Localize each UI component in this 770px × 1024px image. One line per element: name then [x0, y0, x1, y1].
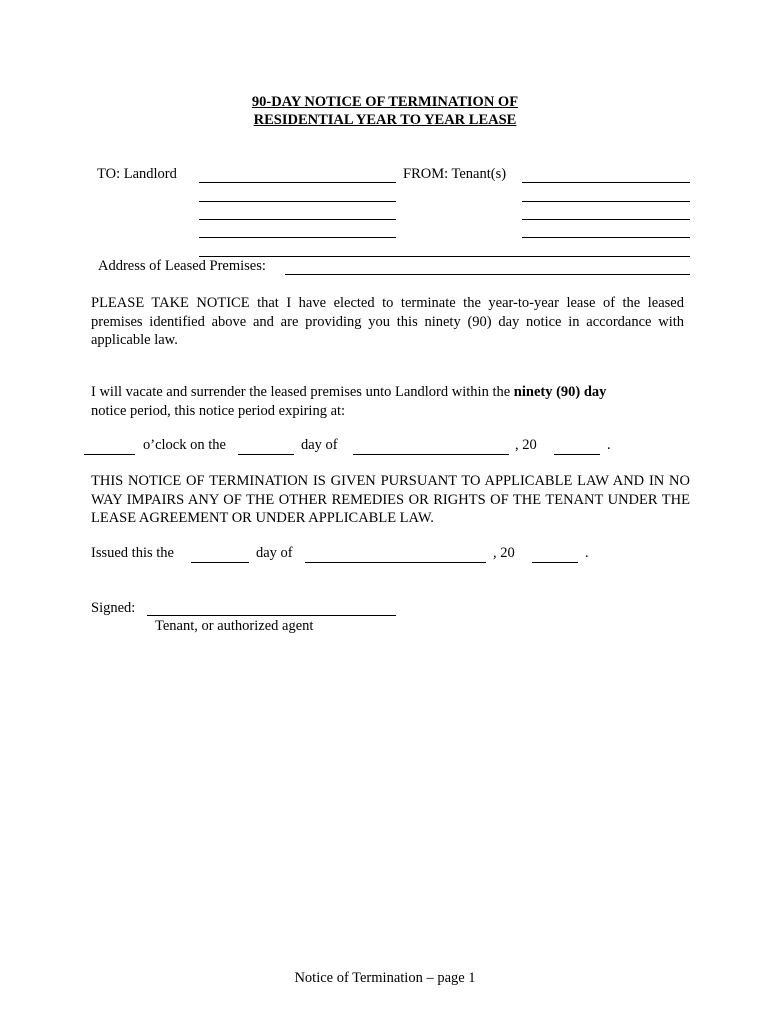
tenant-name-line-2[interactable]	[522, 201, 690, 202]
issued-month-blank[interactable]	[305, 562, 486, 563]
from-tenants-label: FROM: Tenant(s)	[403, 166, 507, 182]
issued-day-blank[interactable]	[191, 562, 249, 563]
document-title-line-2: RESIDENTIAL YEAR TO YEAR LEASE	[253, 112, 517, 128]
page-footer: Notice of Termination – page 1	[294, 970, 476, 986]
tenant-name-line-3[interactable]	[522, 219, 690, 220]
signature-line[interactable]	[147, 615, 396, 616]
expiry-year-prefix: , 20	[515, 437, 537, 453]
expiry-period: .	[607, 437, 611, 453]
tenant-name-line-1[interactable]	[522, 182, 690, 183]
tenant-name-line-4[interactable]	[522, 237, 690, 238]
landlord-name-line-2[interactable]	[199, 201, 396, 202]
to-landlord-label: TO: Landlord	[97, 166, 177, 182]
expiry-day-of-label: day of	[301, 437, 338, 453]
expiry-oclock-label: o’clock on the	[143, 437, 226, 453]
issued-year-prefix: , 20	[493, 545, 515, 561]
issued-year-blank[interactable]	[532, 562, 578, 563]
document-title-line-1: 90-DAY NOTICE OF TERMINATION OF	[251, 94, 519, 110]
address-line[interactable]	[285, 274, 690, 275]
address-label: Address of Leased Premises:	[98, 258, 266, 274]
landlord-name-line-3[interactable]	[199, 219, 396, 220]
notice-paragraph: PLEASE TAKE NOTICE that I have elected to terminate the year-to-year lease of the leased premises identified above and are providing you this ninety (90) day notice in accordance with applicable law.	[91, 295, 684, 348]
landlord-name-line-1[interactable]	[199, 182, 396, 183]
vacate-paragraph	[91, 383, 691, 420]
expiry-month-blank[interactable]	[353, 454, 509, 455]
expiry-year-blank[interactable]	[554, 454, 600, 455]
vacate-text: I will vacate and surrender the leased premises unto Landlord within the	[91, 384, 514, 400]
issued-day-of-label: day of	[256, 545, 293, 561]
landlord-name-line-4[interactable]	[199, 237, 396, 238]
issued-label: Issued this the	[91, 545, 174, 561]
issued-period: .	[585, 545, 589, 561]
signed-label: Signed:	[91, 600, 136, 616]
vacate-text-line-2: notice period, this notice period expiring at:	[91, 402, 346, 419]
expiry-hour-blank[interactable]	[84, 454, 135, 455]
parties-separator-line	[199, 256, 690, 257]
signature-caption: Tenant, or authorized agent	[155, 618, 314, 634]
pursuant-paragraph: THIS NOTICE OF TERMINATION IS GIVEN PURSUANT TO APPLICABLE LAW AND IN NO WAY IMPAIRS ANY OF THE OTHER REMEDIES OR RIGHTS OF THE TENANT UNDER THE LEASE AGREEMENT OR UNDER APPLICABLE LAW.	[91, 473, 690, 526]
expiry-day-blank[interactable]	[238, 454, 294, 455]
vacate-period-bold: ninety (90) day	[513, 384, 607, 400]
